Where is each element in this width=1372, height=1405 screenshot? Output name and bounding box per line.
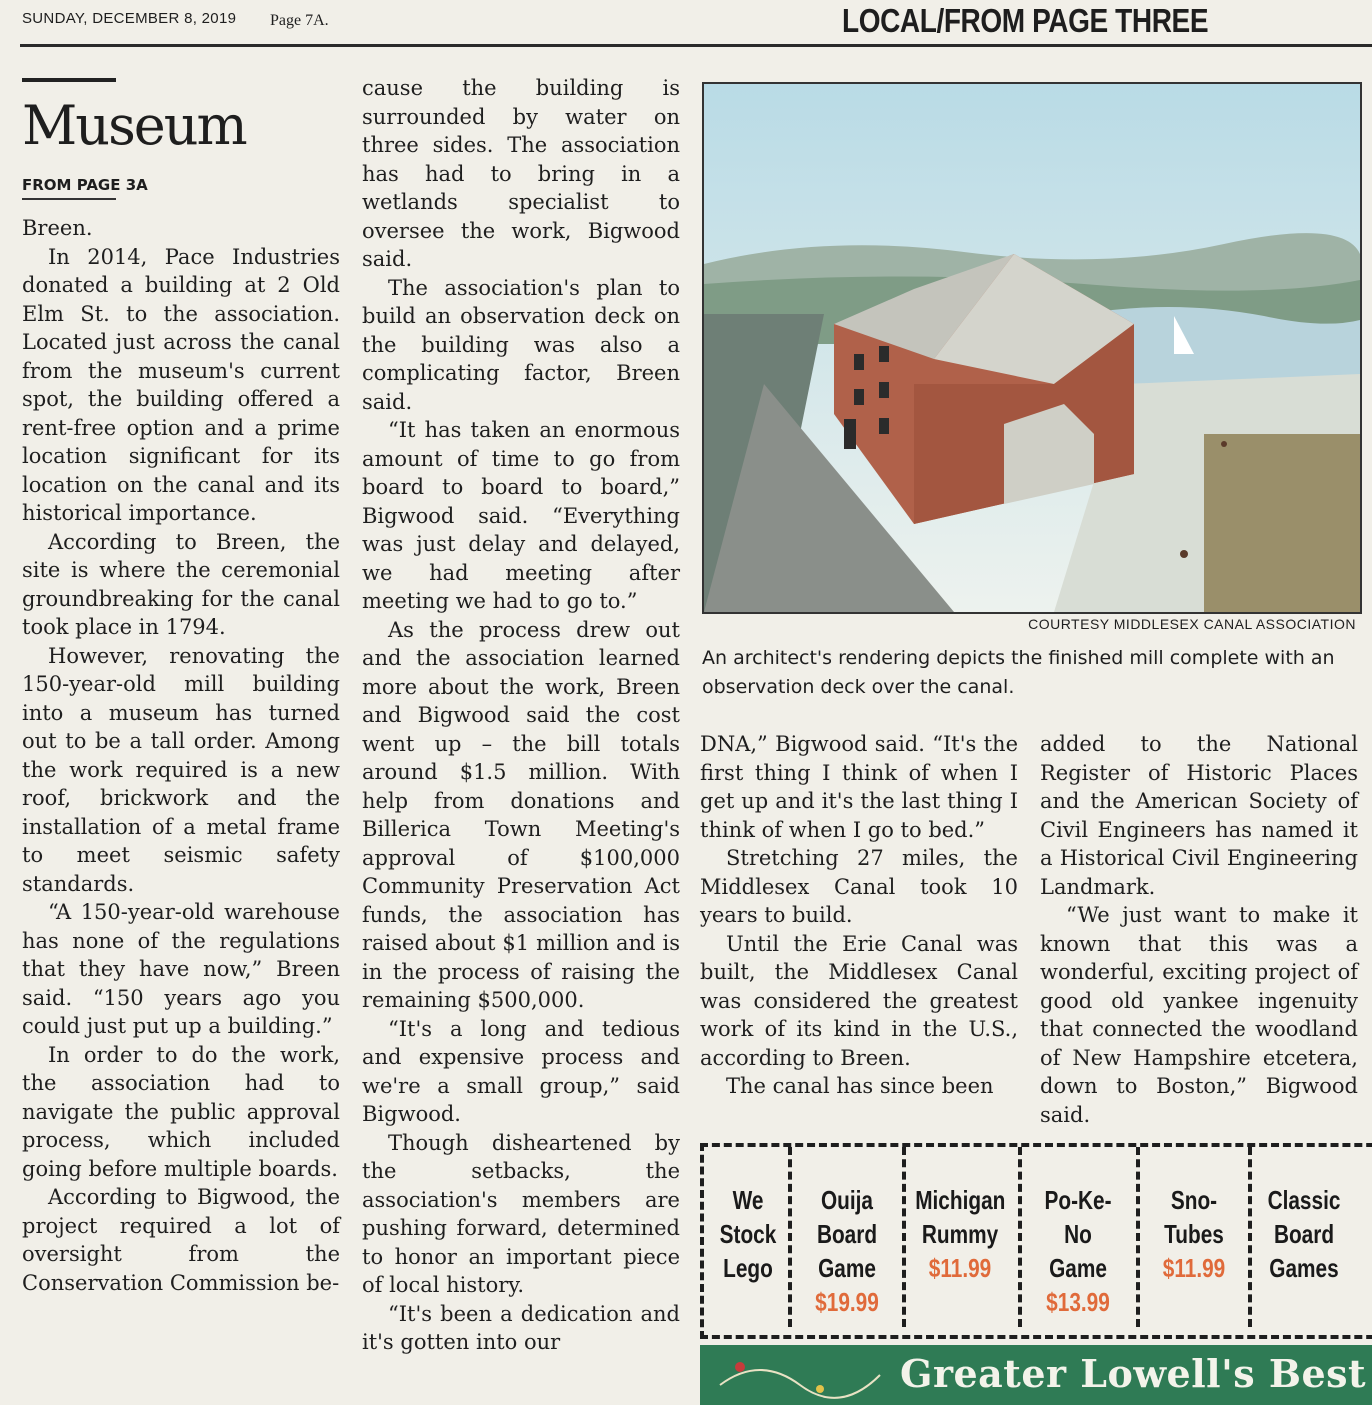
ad-item [1033,1183,1123,1319]
ad-item-line: Sno- [1170,1185,1218,1215]
paragraph: As the process drew out and the association learned more about the work, Breen and Bigwood said the cost went up – the bill totals around $1.5 million. With help from donations and Billerica Town Meeting's approval of $100,000 Community Preservation Act funds, the association has raised about $1 million and is in the process of raising the remaining $500,000. [362,617,680,1012]
article-column-1 [22,214,340,1297]
ad-item-line: Rummy [921,1219,999,1249]
ad-item-line: Board [816,1219,878,1249]
dateline: SUNDAY, DECEMBER 8, 2019 [22,10,237,27]
ad-item-price: $11.99 [1162,1253,1226,1283]
ad-item [805,1183,890,1319]
ad-item [716,1183,780,1285]
ad-item-line: Games [1269,1253,1339,1283]
paragraph: Though disheartened by the setbacks, the association's members are pushing forward, determined to honor an important piece of local history. [362,1130,680,1297]
paragraph: “It's been a dedication and it's gotten into our [362,1301,680,1354]
mill-rendering-illustration [704,84,1360,612]
paragraph: In 2014, Pace Industries donated a building at 2 Old Elm St. to the association. Located just across the canal from the museum's current spot, the building offered a rent-free option and a prime location significant for its location on the canal and its historical importance. [22,244,340,525]
paragraph: “It's a long and tedious and expensive process and we're a small group,” said Bigwood. [362,1016,680,1126]
paragraph: The association's plan to build an observation deck on the building was also a complicating factor, Breen said. [362,275,680,414]
ad-banner [700,1345,1372,1405]
header-rule [20,44,1372,47]
jump-rule [22,198,116,200]
paragraph: “We just want to make it known that this was a wonderful, exciting project of good old yankee ingenuity that connected the woodland of New Hampshire etcetera, down to Boston,” Bigwood said. [1040,903,1358,1127]
ad-item-price: $13.99 [1046,1287,1110,1317]
ad-item-line: Classic [1267,1185,1341,1215]
ad-divider [1018,1147,1022,1327]
ad-item [915,1183,1005,1285]
paragraph: However, renovating the 150-year-old mill building into a museum has turned out to be a tall order. Among the work required is a new roof, brickwork and the installation of a metal frame to meet seismic safety standards. [22,643,340,896]
page-header [0,0,1372,52]
ad-item-line: Game [818,1253,876,1283]
ad-item-line: Stock [719,1219,777,1249]
section-title: LOCAL/FROM PAGE THREE [842,2,1209,39]
ad-divider [902,1147,906,1327]
paragraph: Until the Erie Canal was built, the Middlesex Canal was considered the greatest work of its kind in the U.S., according to Breen. [700,931,1018,1070]
paragraph: “A 150-year-old warehouse has none of the regulations that they have now,” Breen said. “150 years ago you could just put up a building.” [22,900,340,1038]
ad-item-line: Michigan [915,1185,1006,1215]
paragraph: According to Breen, the site is where the ceremonial groundbreaking for the canal took place in 1794. [22,529,340,639]
photo-credit: COURTESY MIDDLESEX CANAL ASSOCIATION [1028,616,1356,632]
paragraph: DNA,” Bigwood said. “It's the first thing I think of when I get up and it's the last thing I think of when I go to bed.” [700,732,1018,842]
ad-divider [1248,1147,1252,1327]
ad-item [1262,1183,1345,1285]
ad-item [1151,1183,1237,1285]
photo-caption: An architect's rendering depicts the finished mill complete with an observation deck over the canal. [702,647,1335,698]
ornament-icon [700,1345,900,1405]
ad-item-line: Ouija [820,1185,873,1215]
paragraph: According to Bigwood, the project required a lot of oversight from the Conservation Commission be- [22,1185,340,1295]
ad-item-line: Game [1049,1253,1107,1283]
article-column-3 [700,730,1018,1101]
paragraph: Breen. [22,216,93,240]
paragraph: “It has taken an enormous amount of time to go from board to board to board,” Bigwood said. “Everything was just delay and delayed, we had meeting after meeting we had to go to.” [362,418,680,613]
ad-banner-text: Greater Lowell's Best [900,1351,1367,1396]
ad-item-price: $11.99 [928,1253,992,1283]
paragraph: The canal has since been [726,1074,994,1098]
ad-item-line: Board [1273,1219,1335,1249]
headline: Museum [22,94,246,157]
headline-rule [22,78,116,82]
ad-item-price: $19.99 [815,1287,879,1317]
paragraph: added to the National Register of Historic Places and the American Society of Civil Engineers has named it a Historical Civil Engineering Landmark. [1040,732,1358,899]
mill-rendering-photo [702,82,1362,614]
paragraph: In order to do the work, the association had to navigate the public approval process, which included going before multiple boards. [22,1042,340,1181]
ad-item-line: Po-Ke-No [1044,1185,1112,1249]
paragraph: Stretching 27 miles, the Middlesex Canal took 10 years to build. [700,846,1018,927]
ad-item-line: We [732,1185,764,1215]
ad-divider [1136,1147,1140,1327]
article-column-2 [362,74,680,1357]
paragraph: cause the building is surrounded by water on three sides. The association has had to bring in a wetlands specialist to oversee the work, Bigwood said. [362,76,680,271]
jump-line: FROM PAGE 3A [22,176,148,194]
ad-divider [788,1147,792,1327]
ad-item-line: Tubes [1164,1219,1224,1249]
article-column-4 [1040,730,1358,1129]
page-number: Page 7A. [270,12,329,29]
ad-item-line: Lego [723,1253,773,1283]
toy-store-advertisement [700,1143,1372,1405]
